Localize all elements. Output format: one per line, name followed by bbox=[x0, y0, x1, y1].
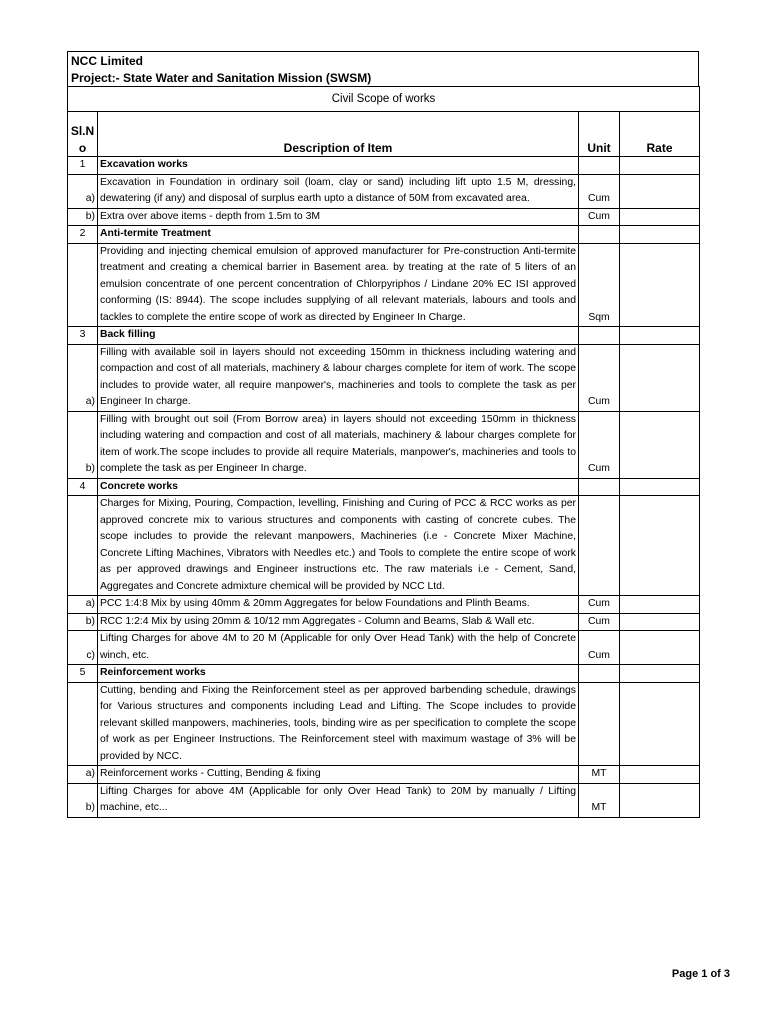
slno-cell bbox=[68, 243, 98, 327]
rate-cell bbox=[620, 682, 700, 766]
unit-cell: Cum bbox=[579, 208, 620, 226]
description-cell: Extra over above items - depth from 1.5m to 3M bbox=[98, 208, 579, 226]
description-cell: Charges for Mixing, Pouring, Compaction, levelling, Finishing and Curing of PCC & RCC works as per approved concrete mix to various structures and components with casting of concrete cubes. The scope includes to provide the relevant manpowers, Machineries (i.e - Concrete Mixer Machine, Concrete Lifting Machines, Vibrators with Needles etc.) and Tools to complete the entire scope of work as per approved drawings and Engineer instructions etc. The raw materials i.e - Cement, Sand, Aggregates and Concrete admixture chemical will be provided by NCC Ltd. bbox=[98, 496, 579, 596]
description-cell: RCC 1:2:4 Mix by using 20mm & 10/12 mm Aggregates - Column and Beams, Slab & Wall etc. bbox=[98, 613, 579, 631]
document-header bbox=[67, 51, 699, 86]
table-row bbox=[68, 596, 700, 614]
slno-cell: 4 bbox=[68, 478, 98, 496]
table-row bbox=[68, 496, 700, 596]
rate-cell bbox=[620, 243, 700, 327]
rate-cell bbox=[620, 174, 700, 208]
slno-header: Sl.No bbox=[68, 112, 98, 157]
description-cell: Concrete works bbox=[98, 478, 579, 496]
description-cell: Reinforcement works - Cutting, Bending & fixing bbox=[98, 766, 579, 784]
table-row bbox=[68, 243, 700, 327]
column-header-row bbox=[68, 112, 700, 157]
rate-cell bbox=[620, 613, 700, 631]
unit-cell bbox=[579, 665, 620, 683]
description-header: Description of Item bbox=[98, 112, 579, 157]
table-row bbox=[68, 208, 700, 226]
rate-cell bbox=[620, 596, 700, 614]
table-row bbox=[68, 682, 700, 766]
company-name: NCC Limited bbox=[71, 54, 143, 68]
unit-cell: Sqm bbox=[579, 243, 620, 327]
slno-cell: b) bbox=[68, 613, 98, 631]
rate-cell bbox=[620, 344, 700, 411]
page-footer: Page 1 of 3 bbox=[671, 968, 730, 980]
description-cell: Lifting Charges for above 4M (Applicable for only Over Head Tank) to 20M by manually / Lifting machine, etc... bbox=[98, 783, 579, 817]
description-cell: Filling with available soil in layers should not exceeding 150mm in thickness including watering and compaction and cost of all materials, machinery & labour charges complete for item of work. The scope includes to provide water, all require manpower's, machineries and tools to complete the task as per Engineer In charge. bbox=[98, 344, 579, 411]
unit-cell: Cum bbox=[579, 344, 620, 411]
description-cell: Filling with brought out soil (From Borrow area) in layers should not exceeding 150mm in thickness including watering and compaction and cost of all materials, machinery & labour charges complete for item of work.The scope includes to provide all require Materials, manpower's, machineries and tools to complete the task as per Engineer In charge. bbox=[98, 411, 579, 478]
unit-cell: MT bbox=[579, 766, 620, 784]
unit-cell: MT bbox=[579, 783, 620, 817]
rate-cell bbox=[620, 766, 700, 784]
unit-cell: Cum bbox=[579, 631, 620, 665]
slno-cell: a) bbox=[68, 766, 98, 784]
rate-header: Rate bbox=[620, 112, 700, 157]
table-title: Civil Scope of works bbox=[68, 87, 700, 112]
rate-cell bbox=[620, 411, 700, 478]
rate-cell bbox=[620, 665, 700, 683]
unit-cell bbox=[579, 682, 620, 766]
slno-cell: a) bbox=[68, 174, 98, 208]
slno-cell: b) bbox=[68, 208, 98, 226]
table-row bbox=[68, 613, 700, 631]
rate-cell bbox=[620, 157, 700, 175]
description-cell: PCC 1:4:8 Mix by using 40mm & 20mm Aggregates for below Foundations and Plinth Beams. bbox=[98, 596, 579, 614]
description-cell: Back filling bbox=[98, 327, 579, 345]
unit-cell: Cum bbox=[579, 174, 620, 208]
unit-cell: Cum bbox=[579, 411, 620, 478]
unit-cell bbox=[579, 226, 620, 244]
description-cell: Lifting Charges for above 4M to 20 M (Applicable for only Over Head Tank) with the help of Concrete winch, etc. bbox=[98, 631, 579, 665]
slno-cell bbox=[68, 682, 98, 766]
project-name: Project:- State Water and Sanitation Mission (SWSM) bbox=[71, 71, 372, 85]
table-row bbox=[68, 478, 700, 496]
unit-cell: Cum bbox=[579, 596, 620, 614]
rate-cell bbox=[620, 631, 700, 665]
description-cell: Providing and injecting chemical emulsion of approved manufacturer for Pre-construction Anti-termite treatment and creating a chemical barrier in Basement area. by treating at the rate of 5 liters of an emulsion concentrate of one percent concentration of Chlorpyriphos / Lindane 20% EC ISI approved conforming (IS: 8944). The scope includes supplying of all relevant materials, labours and tools and tackles to complete the entire scope of work as directed by Engineer In Charge. bbox=[98, 243, 579, 327]
table-row bbox=[68, 157, 700, 175]
description-cell: Cutting, bending and Fixing the Reinforcement steel as per approved barbending schedule, drawings for Various structures and components including Lead and Lifting. The Scope includes to provide relevant skilled manpowers, machineries, tools, binding wire as per specification to complete the scope of work as per Engineer Instructions. The Reinforcement steel with maximum wastage of 3% will be provided by NCC. bbox=[98, 682, 579, 766]
description-cell: Excavation works bbox=[98, 157, 579, 175]
slno-cell: 3 bbox=[68, 327, 98, 345]
slno-cell: b) bbox=[68, 411, 98, 478]
table-row bbox=[68, 226, 700, 244]
unit-cell bbox=[579, 327, 620, 345]
slno-cell: 2 bbox=[68, 226, 98, 244]
table-row bbox=[68, 344, 700, 411]
scope-table bbox=[67, 86, 700, 818]
title-row bbox=[68, 87, 700, 112]
slno-cell bbox=[68, 496, 98, 596]
table-row bbox=[68, 174, 700, 208]
unit-cell bbox=[579, 157, 620, 175]
rate-cell bbox=[620, 783, 700, 817]
description-cell: Excavation in Foundation in ordinary soil (loam, clay or sand) including lift upto 1.5 M, dressing, dewatering (if any) and disposal of surplus earth upto a distance of 50M from excavated area. bbox=[98, 174, 579, 208]
rate-cell bbox=[620, 496, 700, 596]
unit-header: Unit bbox=[579, 112, 620, 157]
table-row bbox=[68, 327, 700, 345]
rate-cell bbox=[620, 327, 700, 345]
unit-cell bbox=[579, 496, 620, 596]
description-cell: Reinforcement works bbox=[98, 665, 579, 683]
table-row bbox=[68, 783, 700, 817]
table-row bbox=[68, 411, 700, 478]
slno-cell: a) bbox=[68, 596, 98, 614]
description-cell: Anti-termite Treatment bbox=[98, 226, 579, 244]
slno-cell: 5 bbox=[68, 665, 98, 683]
table-row bbox=[68, 631, 700, 665]
unit-cell: Cum bbox=[579, 613, 620, 631]
table-row bbox=[68, 665, 700, 683]
scope-sheet bbox=[67, 51, 699, 818]
rate-cell bbox=[620, 478, 700, 496]
slno-cell: a) bbox=[68, 344, 98, 411]
rate-cell bbox=[620, 208, 700, 226]
table-row bbox=[68, 766, 700, 784]
unit-cell bbox=[579, 478, 620, 496]
slno-cell: 1 bbox=[68, 157, 98, 175]
slno-cell: b) bbox=[68, 783, 98, 817]
rate-cell bbox=[620, 226, 700, 244]
slno-cell: c) bbox=[68, 631, 98, 665]
